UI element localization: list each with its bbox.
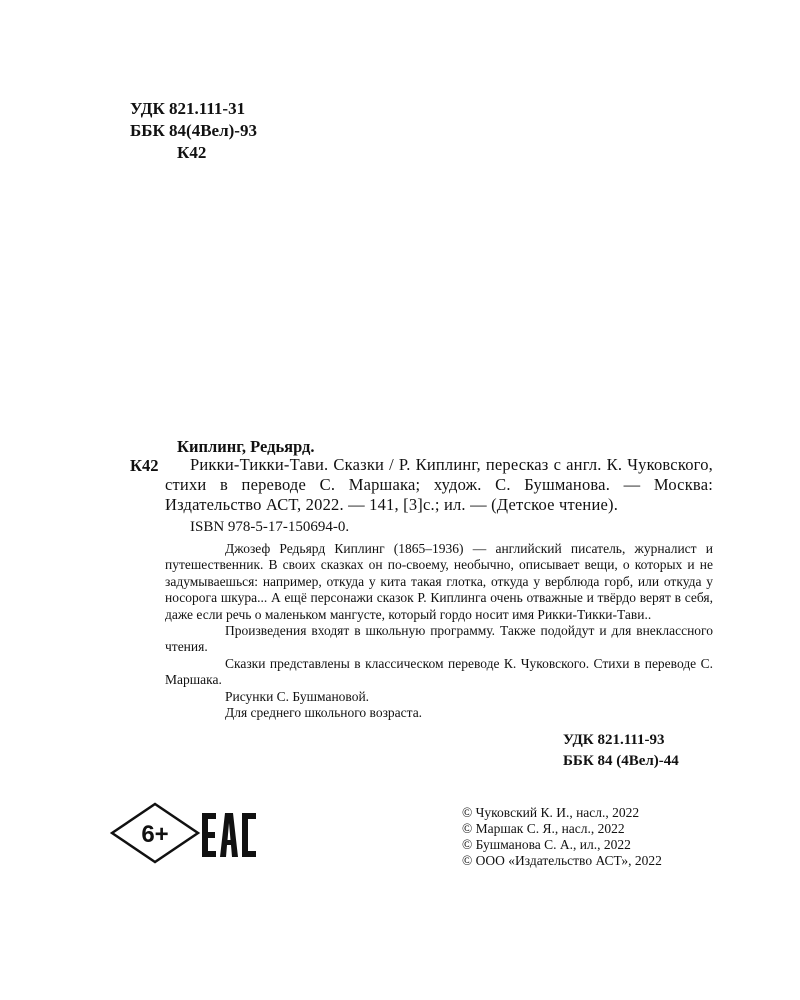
eac-mark [200, 813, 258, 857]
annotation-paragraph: Джозеф Редьярд Киплинг (1865–1936) — английский писатель, журналист и путешественник. В своих сказках он по-своему, необычно, описывает вещи, о которых и не задумываешься: например, откуда у кита такая глотка, откуда у верблюда горб, или откуда у носорога шкура... А ещё персонажи сказок Р. Киплинга очень отважные и твёрдо верят в себя, даже если речь о маленьком мангусте, который гордо носит имя Рикки-Тикки-Тави.. [165, 541, 713, 622]
bbk-code-footer: ББК 84 (4Вел)-44 [563, 753, 679, 769]
age-rating-label: 6+ [141, 821, 169, 848]
cutter-mark: К42 [130, 456, 159, 475]
copyright-line: © Чуковский К. И., насл., 2022 [462, 805, 640, 820]
classification-codes [130, 98, 257, 164]
author-heading: Киплинг, Редьярд. [177, 437, 315, 456]
age-rating-badge [110, 802, 210, 864]
udk-code: УДК 821.111-31 [130, 99, 246, 118]
annotation [165, 541, 713, 721]
copyright-block [462, 805, 662, 869]
isbn: ISBN 978-5-17-150694-0. [190, 519, 350, 535]
copyright-line: © Маршак С. Я., насл., 2022 [462, 821, 625, 836]
annotation-paragraph: Рисунки С. Бушмановой. [225, 688, 370, 704]
udk-code-footer: УДК 821.111-93 [563, 732, 665, 748]
description-text: Рикки-Тикки-Тави. Сказки / Р. Киплинг, пересказ с англ. К. Чуковского, стихи в переводе С. Маршака; худож. С. Бушманова. — Москва: Издательство АСТ, 2022. — 141, [3]с.; ил. — (Детское чтение). [165, 455, 713, 514]
annotation-paragraph: Произведения входят в школьную программу. Также подойдут и для внеклассного чтения. [165, 623, 713, 655]
copyright-line: © ООО «Издательство АСТ», 2022 [462, 853, 662, 868]
cutter-code: К42 [177, 143, 207, 162]
annotation-paragraph: Сказки представлены в классическом переводе К. Чуковского. Стихи в переводе С. Маршака. [165, 655, 713, 688]
age-rating-icon [110, 802, 210, 864]
bbk-code: ББК 84(4Вел)-93 [130, 121, 257, 140]
copyright-line: © Бушманова С. А., ил., 2022 [462, 837, 631, 852]
annotation-paragraph: Для среднего школьного возраста. [225, 705, 423, 721]
bibliographic-description [165, 455, 713, 515]
eac-logo-icon [200, 813, 258, 857]
classification-footer [563, 730, 679, 772]
